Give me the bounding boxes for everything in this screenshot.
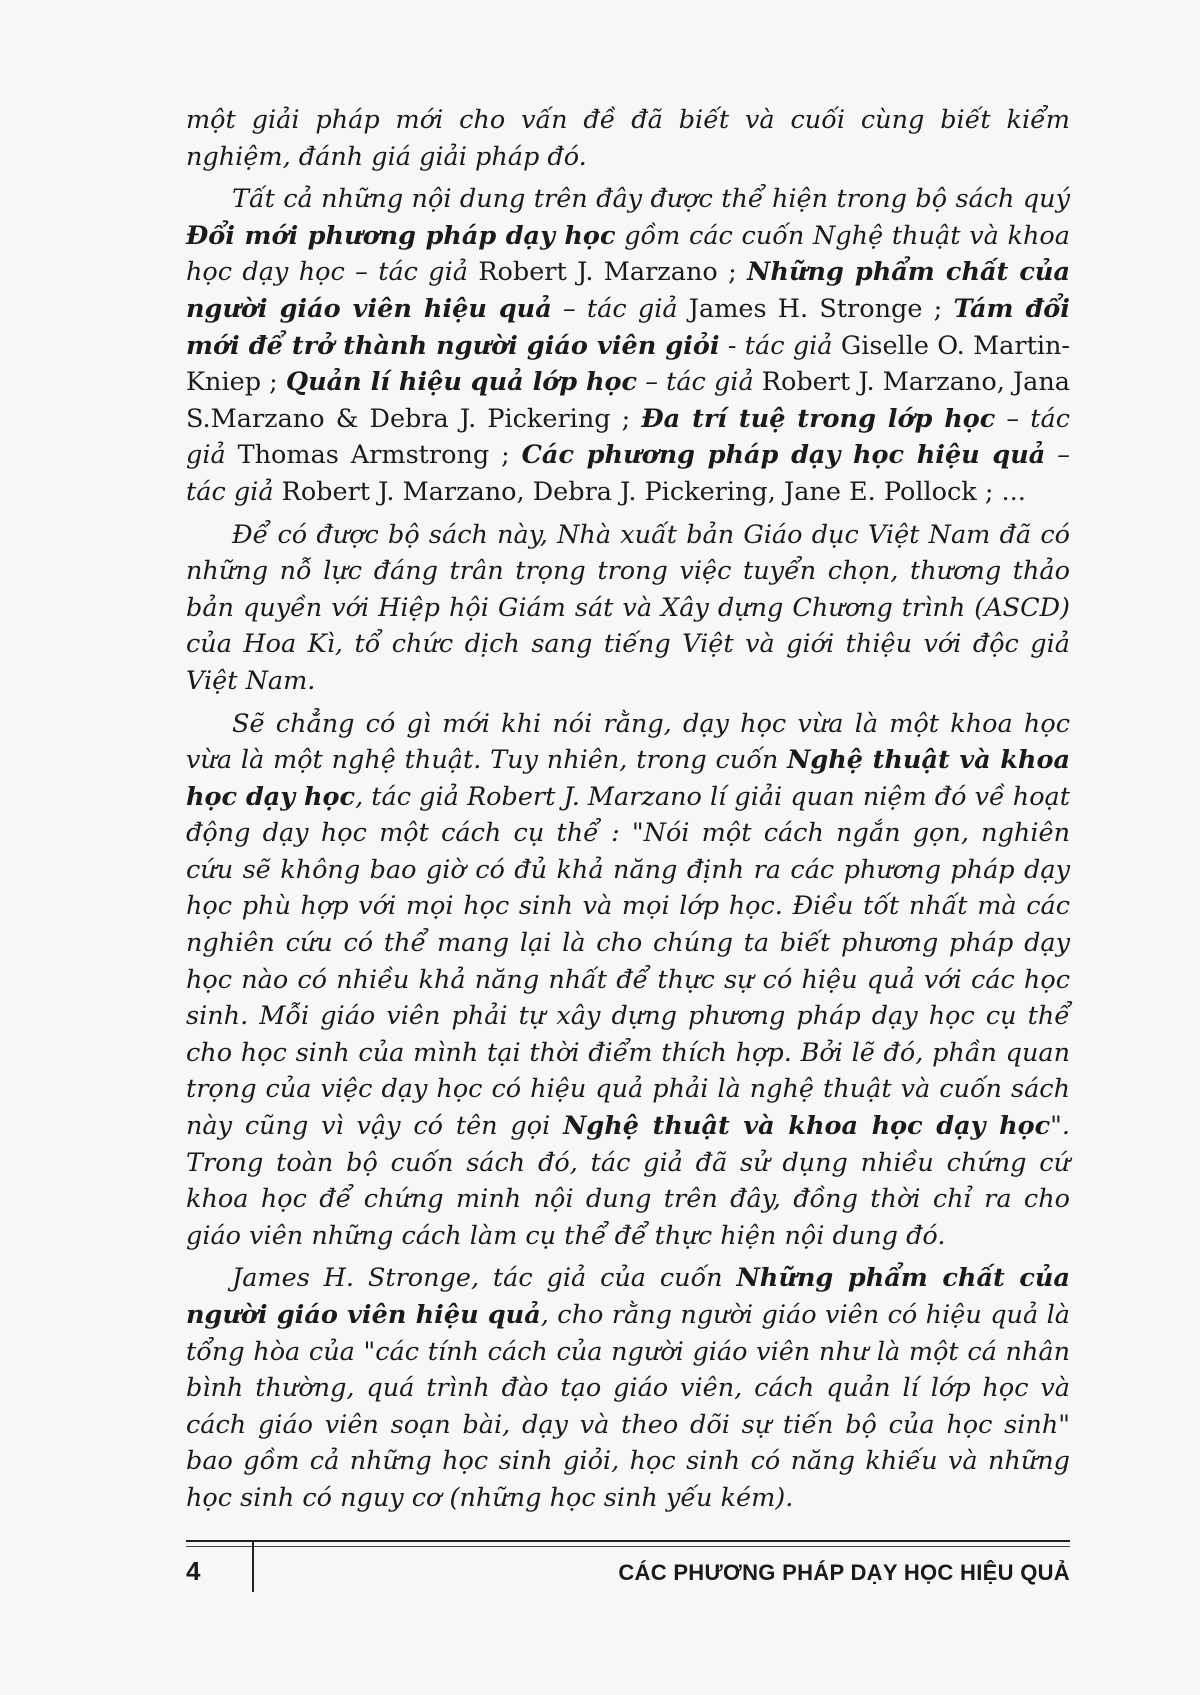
text-run: Robert J. Marzano ; xyxy=(478,257,748,288)
text-run: Nghệ thuật và khoa học dạy học xyxy=(186,220,1070,288)
text-run: - tác giả xyxy=(719,330,841,361)
text-run: Đổi mới phương pháp dạy học xyxy=(186,220,616,251)
text-run: Robert J. Marzano, Jana S.Marzano & Debra J. Pickering ; xyxy=(186,367,1070,434)
text-run: Thomas Armstrong ; xyxy=(237,440,522,471)
text-run: , cho rằng người giáo viên có hiệu quả là tổng hòa của "các tính cách của người giáo viên như là một cá nhân bình thường, quá trình đào tạo giáo viên, cách quản lí lớp học và cách giáo viên soạn bài, dạy và theo dõi sự tiến bộ của học sinh" bao gồm cả những học sinh giỏi, học sinh có năng khiếu và những học sinh có nguy cơ (những học sinh yếu kém). xyxy=(186,1300,1070,1513)
footer-divider xyxy=(252,1540,254,1592)
body-text xyxy=(186,102,1070,1523)
paragraph xyxy=(186,706,1070,1255)
text-run: Các phương pháp dạy học hiệu quả xyxy=(521,440,1046,471)
page-number: 4 xyxy=(186,1556,201,1586)
text-run: Để có được bộ sách này, Nhà xuất bản Giáo dục Việt Nam đã có những nỗ lực đáng trân trọng trong việc tuyển chọn, thương thảo bản quyền với Hiệp hội Giám sát và Xây dựng Chương trình (ASCD) của Hoa Kì, tổ chức dịch sang tiếng Việt và giới thiệu với độc giả Việt Nam. xyxy=(186,519,1070,696)
text-run: – tác giả xyxy=(551,293,689,324)
text-run: – tác giả xyxy=(344,257,479,288)
text-run: – tác giả xyxy=(637,367,762,398)
paragraph xyxy=(186,102,1070,175)
paragraph xyxy=(186,1260,1070,1516)
footer-rule xyxy=(186,1540,1070,1542)
text-run: ". Trong toàn bộ cuốn sách đó, tác giả đã sử dụng nhiều chứng cứ khoa học để chứng minh nội dung trên đây, đồng thời chỉ ra cho giáo viên những cách làm cụ thể để thực hiện nội dung đó. xyxy=(186,1111,1070,1251)
text-run: James H. Stronge ; xyxy=(688,293,954,324)
text-run: Những phẩm chất của người giáo viên hiệu quả xyxy=(186,257,1070,324)
footer-rule-thin xyxy=(186,1546,1070,1547)
paragraph xyxy=(186,517,1070,700)
text-run: Sẽ chẳng có gì mới khi nói rằng, dạy học vừa là một khoa học vừa là một nghệ thuật. Tuy nhiên, trong cuốn xyxy=(186,708,1070,776)
text-run: Nghệ thuật và khoa học dạy học xyxy=(563,1111,1051,1142)
text-run: Giselle O. Martin-Kniep ; xyxy=(186,330,1071,398)
running-title: CÁC PHƯƠNG PHÁP DẠY HỌC HIỆU QUẢ xyxy=(618,1560,1070,1585)
text-run: James H. Stronge, tác giả của cuốn xyxy=(232,1263,737,1294)
text-run: một giải pháp mới cho vấn đề đã biết và cuối cùng biết kiểm nghiệm, đánh giá giải pháp đó. xyxy=(186,105,1070,172)
paragraph xyxy=(186,181,1070,510)
text-run: Đa trí tuệ trong lớp học xyxy=(641,403,996,434)
text-run: Quản lí hiệu quả lớp học xyxy=(285,367,638,398)
text-run: Tám đổi mới để trở thành người giáo viên giỏi xyxy=(186,293,1070,361)
text-run: , tác giả Robert J. Marzano lí giải quan niệm đó về hoạt động dạy học một cách cụ thể : "Nói một cách ngắn gọn, nghiên cứu sẽ không bao giờ có đủ khả năng định ra các phương pháp dạy học phù hợp với mọi học sinh và mọi lớp học. Điều tốt nhất mà các nghiên cứu có thể mang lại là cho chúng ta biết phương pháp dạy học nào có nhiều khả năng nhất để thực sự có hiệu quả với các học sinh. Mỗi giáo viên phải tự xây dựng phương pháp dạy học cụ thể cho học sinh của mình tại thời điểm thích hợp. Bởi lẽ đó, phần quan trọng của việc dạy học có hiệu quả phải là nghệ thuật và cuốn sách này cũng vì vậy có tên gọi xyxy=(186,781,1070,1142)
text-run: – tác giả xyxy=(186,440,1070,507)
text-run: Robert J. Marzano, Debra J. Pickering, Jane E. Pollock ; ... xyxy=(281,476,1026,507)
text-run: – tác giả xyxy=(186,403,1070,471)
text-run: Tất cả những nội dung trên đây được thể hiện trong bộ sách quý xyxy=(232,184,1070,215)
text-run: Nghệ thuật và khoa học dạy học xyxy=(186,745,1070,812)
text-run: Những phẩm chất của người giáo viên hiệu quả xyxy=(186,1263,1070,1330)
text-run: gồm các cuốn xyxy=(615,220,814,251)
